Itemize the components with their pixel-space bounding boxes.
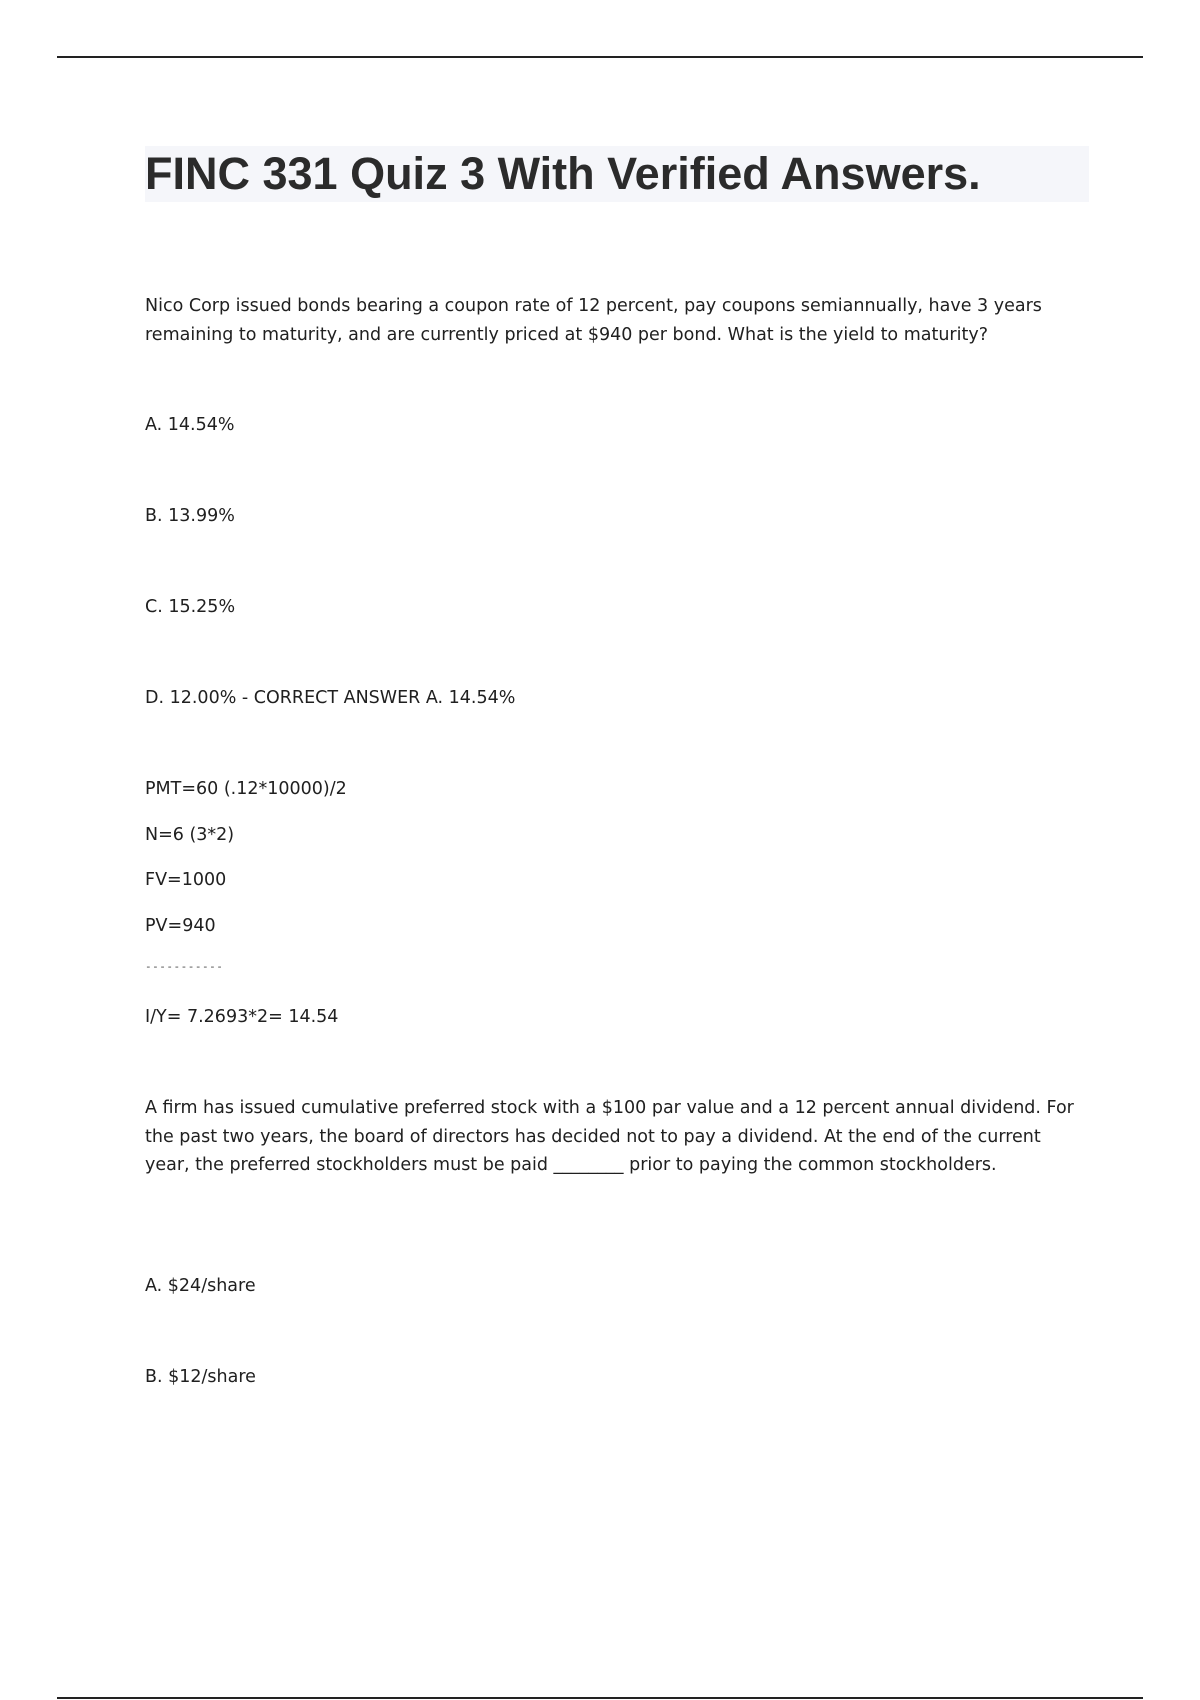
bottom-divider (57, 1697, 1143, 1699)
question-1-option-a: A. 14.54% (145, 415, 235, 435)
question-1-option-c: C. 15.25% (145, 597, 236, 617)
work-pv: PV=940 (145, 916, 216, 936)
work-result: I/Y= 7.2693*2= 14.54 (145, 1007, 339, 1027)
document-title: FINC 331 Quiz 3 With Verified Answers. (145, 148, 981, 199)
question-1-text: Nico Corp issued bonds bearing a coupon rate of 12 percent, pay coupons semiannually, have 3 years remaining to maturity, and are currently priced at $940 per bond. What is the yield to maturity? (145, 296, 1042, 345)
question-1-option-d-answer: D. 12.00% - CORRECT ANSWER A. 14.54% (145, 688, 516, 708)
top-divider (57, 56, 1143, 58)
work-n: N=6 (3*2) (145, 825, 235, 845)
question-2-text: A firm has issued cumulative preferred stock with a $100 par value and a 12 percent annual dividend. For the past two years, the board of directors has decided not to pay a dividend. At the end of the current year, the preferred stockholders must be paid ________ prior to paying the common stockholders. (145, 1098, 1074, 1175)
question-2-option-a: A. $24/share (145, 1276, 256, 1296)
work-pmt: PMT=60 (.12*10000)/2 (145, 779, 347, 799)
question-1-option-b: B. 13.99% (145, 506, 235, 526)
title-block (145, 146, 1089, 202)
work-separator: ----------- (145, 960, 224, 973)
work-fv: FV=1000 (145, 870, 227, 890)
question-2-option-b: B. $12/share (145, 1367, 256, 1387)
